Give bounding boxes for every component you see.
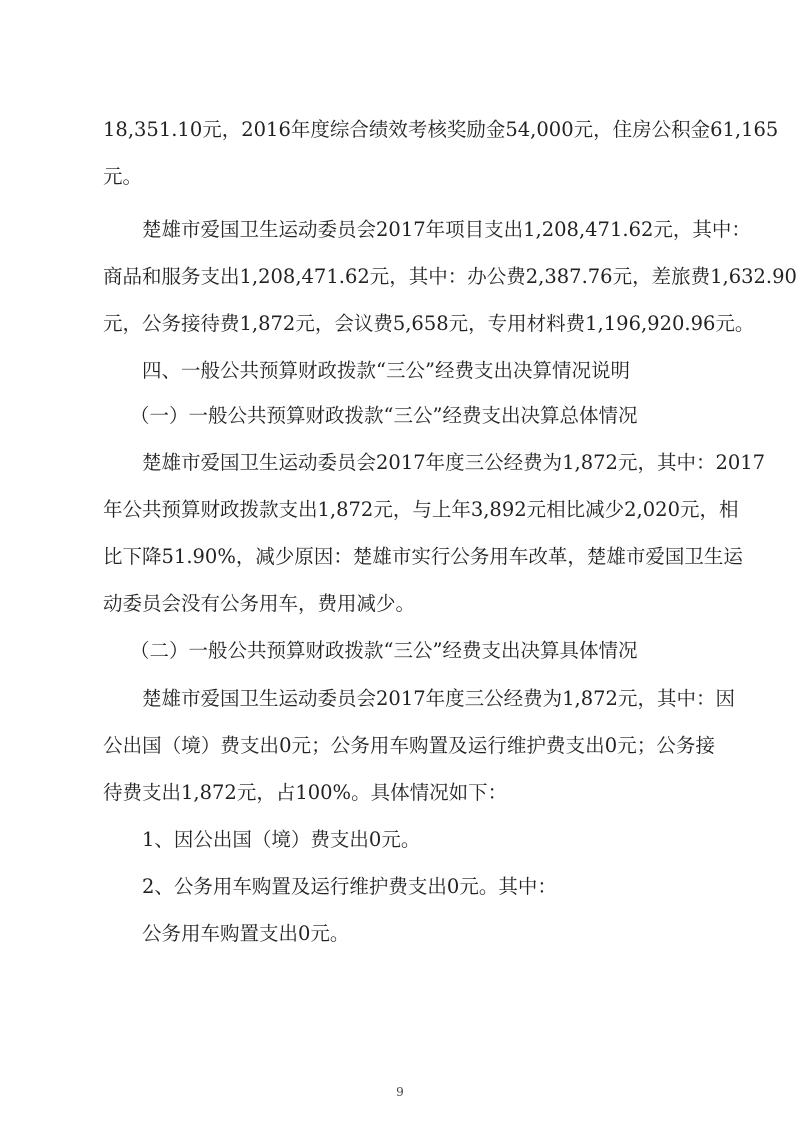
- list-item: 1、因公出国（境）费支出0元。: [142, 828, 421, 851]
- paragraph-line: 元。: [103, 165, 143, 188]
- paragraph-line: 楚雄市爱国卫生运动委员会2017年度三公经费为1,872元，其中：2017: [142, 451, 766, 474]
- paragraph-line: 商品和服务支出1,208,471.62元，其中：办公费2,387.76元，差旅费1,632.90: [103, 265, 797, 288]
- paragraph-line: 公出国（境）费支出0元；公务用车购置及运行维护费支出0元；公务接: [103, 734, 715, 757]
- section-heading: 四、一般公共预算财政拨款“三公”经费支出决算情况说明: [142, 359, 630, 382]
- subsection-heading: （二）一般公共预算财政拨款“三公”经费支出决算具体情况: [130, 639, 638, 662]
- subsection-heading: （一）一般公共预算财政拨款“三公”经费支出决算总体情况: [130, 404, 638, 427]
- paragraph-line: 元，公务接待费1,872元，会议费5,658元，专用材料费1,196,920.96元。: [103, 312, 755, 335]
- paragraph-line: 动委员会没有公务用车，费用减少。: [103, 592, 416, 615]
- paragraph-line: 待费支出1,872元，占100%。具体情况如下：: [103, 781, 508, 804]
- list-item: 2、公务用车购置及运行维护费支出0元。其中：: [142, 875, 557, 898]
- paragraph-line: 18,351.10元，2016年度综合绩效考核奖励金54,000元，住房公积金61,165: [103, 118, 779, 141]
- paragraph-line: 年公共预算财政拨款支出1,872元，与上年3,892元相比减少2,020元，相: [103, 498, 739, 521]
- paragraph-line: 公务用车购置支出0元。: [142, 922, 350, 945]
- page-number: 9: [396, 1085, 404, 1099]
- paragraph-line: 楚雄市爱国卫生运动委员会2017年项目支出1,208,471.62元，其中：: [142, 218, 751, 241]
- paragraph-line: 比下降51.90%，减少原因：楚雄市实行公务用车改革，楚雄市爱国卫生运: [103, 545, 743, 568]
- paragraph-line: 楚雄市爱国卫生运动委员会2017年度三公经费为1,872元，其中：因: [142, 687, 735, 710]
